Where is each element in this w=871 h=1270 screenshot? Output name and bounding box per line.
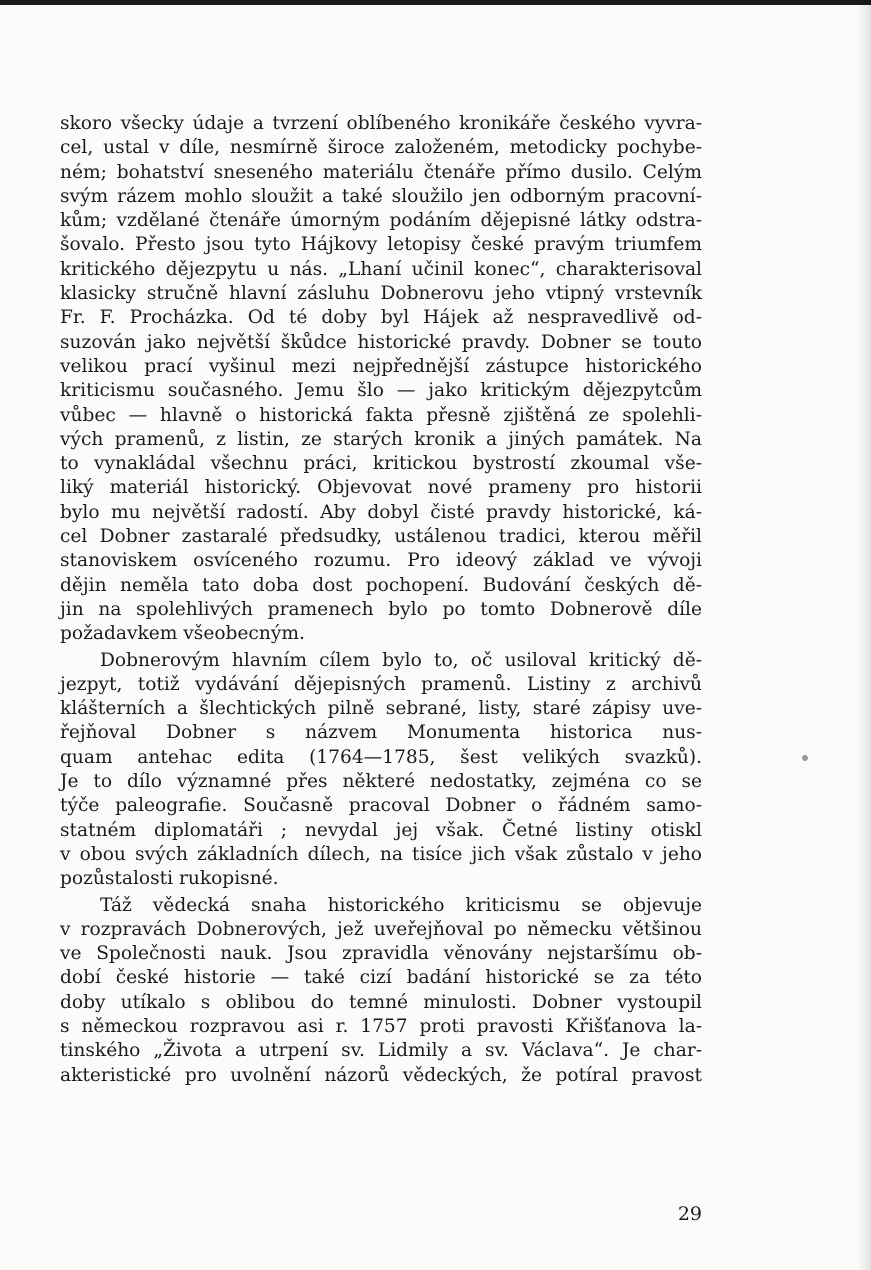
text-line: v rozpravách Dobnerových, jež uveřejňoval po německu většinou [60, 918, 702, 940]
text-line: dobí české historie — také cizí badání historické se za této [60, 967, 702, 989]
text-line: kritického dějezpytu u nás. „Lhaní učinil konec“, charakterisoval [60, 258, 702, 280]
paper-speck [802, 755, 808, 761]
body-text [60, 112, 702, 1088]
text-line: to vynakládal všechnu práci, kritickou bystrostí zkoumal vše- [60, 453, 702, 475]
text-line: s německou rozpravou asi r. 1757 proti pravosti Křišťanova la- [60, 1015, 702, 1037]
text-line: pozůstalosti rukopisné. [60, 868, 279, 890]
text-line: Fr. F. Procházka. Od té doby byl Hájek až nespravedlivě od- [60, 307, 702, 329]
text-line: velikou prací vyšinul mezi nejpřednější zástupce historického [60, 355, 702, 377]
text-line: cel Dobner zastaralé předsudky, ustálenou tradici, kterou měřil [60, 526, 702, 548]
text-line: v obou svých základních dílech, na tisíce jich však zůstalo v jeho [60, 843, 702, 865]
text-line: tinského „Života a utrpení sv. Lidmily a sv. Václava“. Je char- [60, 1040, 702, 1062]
paragraph [60, 894, 702, 1088]
paragraph [60, 112, 702, 647]
text-line: quam antehac edita (1764—1785, šest velikých svazků). [60, 746, 702, 768]
text-line: týče paleografie. Současně pracoval Dobner o řádném samo- [60, 795, 702, 817]
text-line: jin na spolehlivých pramenech bylo po tomto Dobnerově díle [60, 598, 702, 620]
text-line: Je to dílo významné přes některé nedostatky, zejména co se [60, 771, 702, 793]
text-line: kriticismu současného. Jemu šlo — jako kritickým dějezpytcům [60, 380, 702, 402]
text-line: doby utíkalo s oblibou do temné minulosti. Dobner vystoupil [60, 991, 702, 1013]
text-line: požadavkem všeobecným. [60, 623, 305, 645]
text-line: bylo mu největší radostí. Aby dobyl čisté pravdy historické, ká- [60, 501, 702, 523]
page-number: 29 [677, 1203, 702, 1225]
top-edge-rule [0, 0, 871, 5]
text-line: ve Společnosti nauk. Jsou zpravidla věnovány nejstaršímu ob- [60, 943, 702, 965]
text-line: Táž vědecká snaha historického kriticismu se objevuje [100, 894, 702, 916]
text-line: řejňoval Dobner s názvem Monumenta historica nus- [60, 722, 702, 744]
page-edge-shadow [857, 0, 871, 1270]
text-line: vých pramenů, z listin, ze starých kronik a jiných památek. Na [60, 428, 702, 450]
text-line: stanoviskem osvíceného rozumu. Pro ideový základ ve vývoji [60, 550, 702, 572]
text-line: akteristické pro uvolnění názorů vědeckých, že potíral pravost [60, 1064, 702, 1086]
text-line: statném diplomatáři ; nevydal jej však. Četné listiny otiskl [60, 819, 702, 841]
text-line: cel, ustal v díle, nesmírně široce založeném, metodicky pochybe- [60, 137, 702, 159]
text-line: suzován jako největší škůdce historické pravdy. Dobner se touto [60, 331, 702, 353]
text-line: klasicky stručně hlavní zásluhu Dobnerovu jeho vtipný vrstevník [60, 283, 702, 305]
text-line: liký materiál historický. Objevovat nové prameny pro historii [60, 477, 702, 499]
text-line: ném; bohatství sneseného materiálu čtenáře přímo dusilo. Celým [60, 161, 702, 183]
text-line: klášterních a šlechtických pilně sebrané, listy, staré zápisy uve- [60, 698, 702, 720]
text-line: skoro všecky údaje a tvrzení oblíbeného kronikáře českého vyvra- [60, 113, 702, 134]
text-line: svým rázem mohlo sloužit a také sloužilo jen odborným pracovní- [60, 185, 702, 207]
text-line: Dobnerovým hlavním cílem bylo to, oč usiloval kritický dě- [100, 649, 702, 671]
text-line: šovalo. Přesto jsou tyto Hájkovy letopisy české pravým triumfem [60, 234, 702, 256]
text-line: kům; vzdělané čtenáře úmorným podáním dějepisné látky odstra- [60, 210, 702, 232]
paragraph [60, 649, 702, 892]
text-line: jezpyt, totiž vydávání dějepisných pramenů. Listiny z archivů [60, 673, 702, 695]
text-line: dějin neměla tato doba dost pochopení. Budování českých dě- [60, 574, 702, 596]
text-line: vůbec — hlavně o historická fakta přesně zjištěná ze spolehli- [60, 404, 702, 426]
